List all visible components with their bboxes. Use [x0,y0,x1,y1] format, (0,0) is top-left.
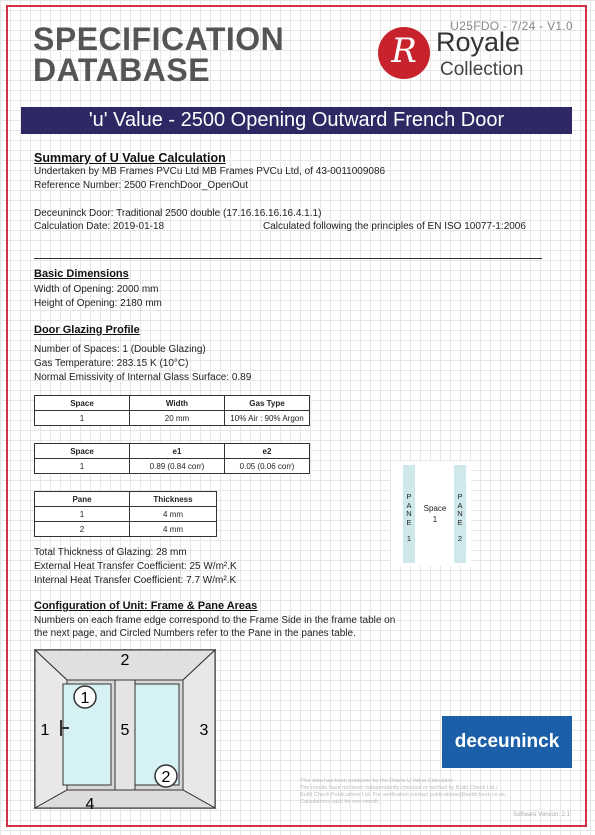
door-description: Deceuninck Door: Traditional 2500 double (17.16.16.16.16.4.1.1) [34,208,322,219]
pane-1-number: 1 [80,690,90,707]
deceuninck-logo: deceuninck [442,716,572,768]
total-glazing-thickness: Total Thickness of Glazing: 28 mm [34,547,187,558]
logo-name: Royale [436,27,521,57]
table-header-row: Space e1 e2 [35,444,310,459]
glazing-cross-section [391,461,471,566]
door-frame-diagram [33,648,223,810]
pane-thickness-table [34,491,217,537]
configuration-note-line-2: the next page, and Circled Numbers refer to the Pane in the panes table. [34,628,356,639]
glazing-profile-heading: Door Glazing Profile [34,324,140,336]
opening-width: Width of Opening: 2000 mm [34,284,159,295]
space-label: Space 1 [423,504,447,524]
pane-2-number: 2 [161,769,171,786]
table-row: 2 4 mm [35,522,217,537]
page-title [33,21,285,88]
summary-heading: Summary of U Value Calculation [34,151,226,165]
calculation-date: Calculation Date: 2019-01-18 [34,221,165,232]
title-banner: 'u' Value - 2500 Opening Outward French Door [21,107,572,134]
table-row: 1 4 mm [35,507,217,522]
internal-coefficient: Internal Heat Transfer Coefficient: 7.7 W/m².K [34,575,237,586]
section-divider [34,258,542,259]
pane-2-label: P A N E 2 [457,492,463,543]
gas-temperature: Gas Temperature: 283.15 K (10°C) [34,358,189,369]
royale-collection-logo [378,27,568,87]
disclaimer: This data has been produced by the Oracle U Value Calculator. The results have not been independently checked or verified by Build Check Ltd / Build Check Publications Ltd. For verification contact publications@buildcheck.co.uk. Calculations valid for one month. [300,778,507,805]
table-header-row: Pane Thickness [35,492,217,507]
reference-number: Reference Number: 2500 FrenchDoor_OpenOut [34,180,249,191]
calculation-principles: Calculated following the principles of EN ISO 10077-1:2006 [263,221,526,232]
frame-side-2-label: 2 [120,652,130,669]
title-line-1: SPECIFICATION [33,21,285,57]
pane-1-label: P A N E 1 [406,492,412,543]
basic-dimensions-heading: Basic Dimensions [34,268,129,280]
space-gas-table [34,395,310,426]
glass-emissivity: Normal Emissivity of Internal Glass Surface: 0.89 [34,372,252,383]
frame-side-4-label: 4 [85,796,95,810]
logo-subtitle: Collection [440,59,524,80]
emissivity-table [34,443,310,474]
document-code: U25FDO - 7/24 - V1.0 [450,19,573,33]
title-line-2: DATABASE [33,52,211,88]
undertaken-by: Undertaken by MB Frames PVCu Ltd MB Frames PVCu Ltd, of 43-0011009086 [34,166,386,177]
number-of-spaces: Number of Spaces: 1 (Double Glazing) [34,344,206,355]
table-row: 1 20 mm 10% Air : 90% Argon [35,411,310,426]
table-row: 1 0.89 (0.84 corr) 0.05 (0.06 corr) [35,459,310,474]
logo-emblem-icon: R [378,27,430,79]
external-coefficient: External Heat Transfer Coefficient: 25 W/m².K [34,561,237,572]
frame-bottom-edge [35,790,215,808]
frame-side-5-label: 5 [120,722,130,739]
configuration-note-line-1: Numbers on each frame edge correspond to the Frame Side in the frame table on [34,615,396,626]
opening-height: Height of Opening: 2180 mm [34,298,162,309]
software-version: Software Version: 2.1 [512,812,570,818]
frame-side-3-label: 3 [199,722,209,739]
table-header-row: Space Width Gas Type [35,396,310,411]
configuration-heading: Configuration of Unit: Frame & Pane Areas [34,600,258,612]
frame-side-1-label: 1 [40,722,50,739]
